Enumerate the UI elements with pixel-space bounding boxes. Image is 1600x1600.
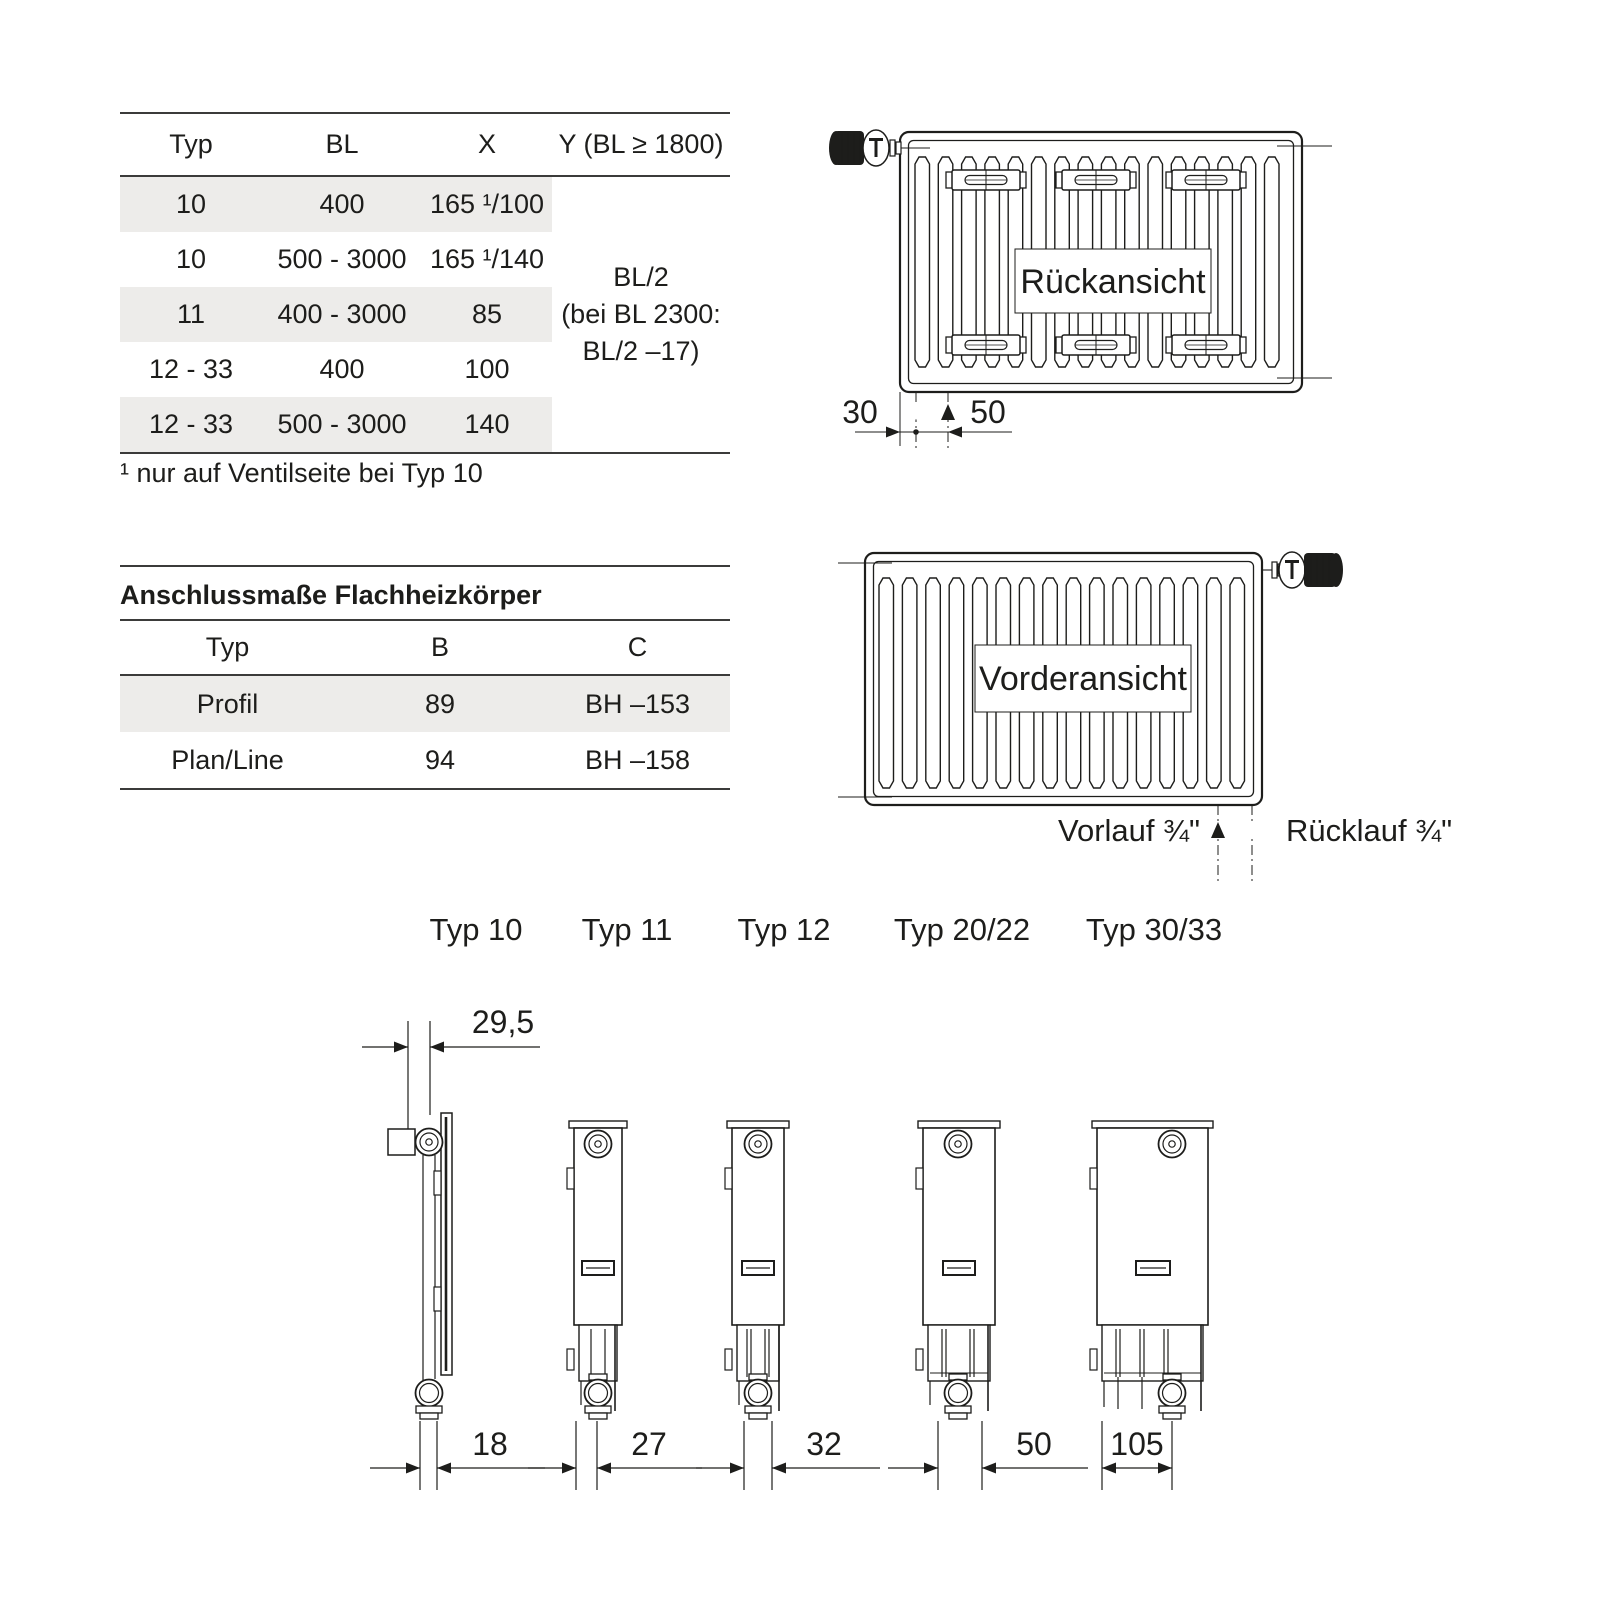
col-header-c: C <box>627 632 648 662</box>
col-header-bl: BL <box>325 129 359 159</box>
col-header-typ: Typ <box>205 632 250 662</box>
rear-view-drawing <box>780 100 1360 450</box>
table-footnote: ¹ nur auf Ventilseite bei Typ 10 <box>120 458 483 488</box>
dim-depth: 32 <box>806 1426 842 1462</box>
cell-typ: 12 - 33 <box>148 409 234 439</box>
cell-x: 140 <box>464 409 510 439</box>
dim-wall-distance: 30 <box>842 394 878 430</box>
table-title: Anschlussmaße Flachheizkörper <box>120 567 730 621</box>
cell-typ: Profil <box>196 688 259 719</box>
table-row <box>120 397 552 452</box>
table-header-row <box>120 114 730 177</box>
dim-pipe-distance: 50 <box>970 394 1006 430</box>
col-header-y: Y (BL ≥ 1800) <box>558 129 724 159</box>
table-row <box>120 177 552 232</box>
rear-dimensions <box>842 392 1012 450</box>
table-row <box>120 232 552 287</box>
cell-typ: Plan/Line <box>171 744 284 775</box>
dim-depth: 18 <box>472 1426 508 1462</box>
ruecklauf-label: Rücklauf ¾" <box>1286 813 1453 848</box>
cell-bl: 500 - 3000 <box>277 244 407 274</box>
dim-depth: 105 <box>1110 1426 1164 1462</box>
rear-view-label: Rückansicht <box>1020 263 1206 301</box>
cell-typ: 11 <box>176 299 206 329</box>
profile-typ-20-22 <box>888 1121 1088 1490</box>
type-label-typ11: Typ 11 <box>581 912 673 947</box>
cell-typ: 10 <box>175 189 207 219</box>
table-row <box>120 676 730 732</box>
type-label-typ3033: Typ 30/33 <box>1085 912 1223 947</box>
cell-x: 100 <box>464 354 510 384</box>
col-header-x: X <box>477 129 496 159</box>
type-label-typ2022: Typ 20/22 <box>893 912 1031 947</box>
table-header-row <box>120 621 730 676</box>
y-formula-line: (bei BL 2300: <box>561 299 721 329</box>
connection-dimensions-table <box>120 565 730 790</box>
valve-dimensions-table <box>120 112 730 454</box>
cell-x: 85 <box>471 299 503 329</box>
thermostat-valve-icon <box>1262 552 1343 588</box>
cell-c: BH –158 <box>584 744 691 775</box>
profile-typ-11 <box>528 1121 702 1490</box>
y-formula-line: BL/2 <box>613 262 669 292</box>
y-formula-line: BL/2 –17) <box>582 336 700 366</box>
flow-return-legend <box>1058 805 1452 881</box>
col-header-b: B <box>430 632 449 662</box>
side-profiles-drawing <box>340 985 1280 1505</box>
flow-marker-icon <box>941 404 955 420</box>
dim-top-depth: 29,5 <box>471 1004 535 1040</box>
cell-typ: 10 <box>175 244 207 274</box>
cell-typ: 12 - 33 <box>148 354 234 384</box>
cell-c: BH –153 <box>584 688 691 719</box>
cell-bl: 400 - 3000 <box>277 299 407 329</box>
profile-typ-10 <box>362 1004 545 1490</box>
col-header-typ: Typ <box>169 129 213 159</box>
profile-typ-12 <box>696 1121 880 1490</box>
return-marker-icon <box>909 404 923 420</box>
type-label-typ10: Typ 10 <box>429 912 523 947</box>
dim-depth: 27 <box>631 1426 667 1462</box>
vorlauf-label: Vorlauf ¾" <box>1058 813 1200 848</box>
profile-typ-30-33 <box>1090 1121 1213 1490</box>
type-label-typ12: Typ 12 <box>737 912 831 947</box>
cell-b: 94 <box>424 744 456 775</box>
dim-depth: 50 <box>1016 1426 1052 1462</box>
y-formula-cell <box>552 177 730 452</box>
table-row <box>120 732 730 788</box>
cell-bl: 400 <box>319 354 365 384</box>
cell-b: 89 <box>424 688 456 719</box>
table-row <box>120 287 552 342</box>
flow-marker-icon <box>1211 822 1225 838</box>
cell-x: 165 ¹/100 <box>429 189 545 219</box>
front-view-label: Vorderansicht <box>979 660 1187 698</box>
cell-bl: 500 - 3000 <box>277 409 407 439</box>
return-marker-icon <box>1245 822 1259 838</box>
cell-bl: 400 <box>319 189 365 219</box>
table-row <box>120 342 552 397</box>
front-view-drawing <box>820 525 1460 900</box>
cell-x: 165 ¹/140 <box>429 244 545 274</box>
